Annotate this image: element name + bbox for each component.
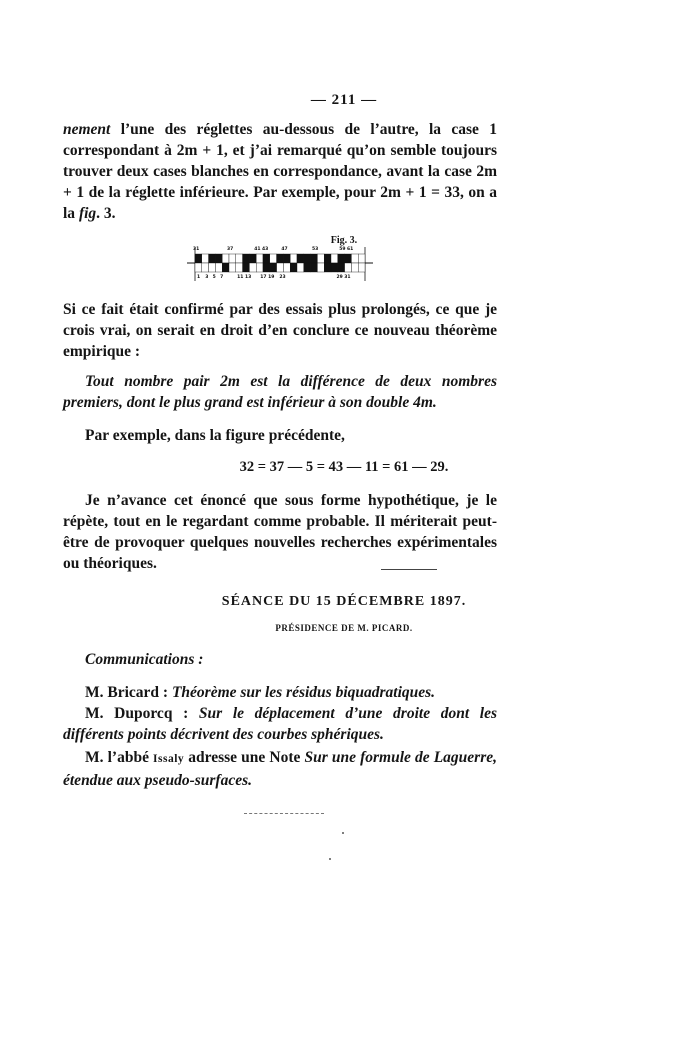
reglette-bottom-cell [338,263,345,272]
top-number-label: 41 43 [254,247,269,252]
reglette-bottom-cell [249,263,256,272]
reglette-bottom-cell [304,263,311,272]
reglette-top-cell [243,254,250,263]
bottom-number-label: 7 [220,275,224,280]
communication-title: Sur le déplacement d’une droite dont les différents points décrivent des courbes sphériques. [63,705,498,743]
reglette-bottom-cell [297,263,304,272]
reglette-top-cell [256,254,263,263]
seance-heading: SÉANCE DU 15 DÉCEMBRE 1897. [221,594,467,609]
reglette-bottom-cell [243,263,250,272]
reglette-bottom-cell [324,263,331,272]
reglette-bottom-cell [236,263,243,272]
bottom-number-label: 23 [279,275,286,280]
ink-speck [329,858,331,860]
communication-author: M. Duporcq : [85,705,199,722]
communication-item-note [63,747,497,791]
reglette-bottom-cell [222,263,229,272]
reglette-top-cell [236,254,243,263]
reglette-bottom-cell [290,263,297,272]
reglette-bottom-cell [256,263,263,272]
lead-word: nement [63,121,111,138]
note-middle: adresse une Note [184,749,305,766]
reglette-top-cell [331,254,338,263]
example-intro: Par exemple, dans la figure précédente, [85,427,345,444]
paragraph-intro-tail: . 3. [96,205,116,222]
communications-label: Communications : [85,651,204,668]
section-divider [381,569,437,570]
communication-item [63,682,497,703]
reglette-bottom-cell [283,263,290,272]
reglette-top-cell [283,254,290,263]
communication-item [63,703,497,745]
reglette-top-cell [229,254,236,263]
top-number-label: 47 [281,247,288,252]
reglette-top-cell [195,254,202,263]
note-prefix: M. l’abbé [85,749,154,766]
reglette-bottom-cell [277,263,284,272]
paragraph-intro-text: l’une des réglettes au-dessous de l’autre, la case 1 correspondant à 2m + 1, et j’ai remarqué qu’on semble toujours trouver deux cases blanches en correspondance, avant la case 2m + 1 de la réglette inférieure. Par exemple, pour 2m + 1 = 33, on a la [63,121,497,222]
reglette-top-cell [263,254,270,263]
paragraph-hypothesis: Si ce fait était confirmé par des essais plus prolongés, ce que je crois vrai, on serait en droit d’en conclure ce nouveau théorème empirique : [63,301,497,360]
reglette-bottom-cell [263,263,270,272]
reglette-bottom-cell [215,263,222,272]
reglette-top-cell [358,254,365,263]
reglette-bottom-cell [317,263,324,272]
paragraph-intro [63,119,497,224]
reglette-bottom-cell [345,263,352,272]
reglette-top-cell [338,254,345,263]
reglette-top-cell [270,254,277,263]
reglette-top-cell [209,254,216,263]
figure-caption: Fig. 3. [330,235,358,246]
theorem-statement: Tout nombre pair 2m est la différence de deux nombres premiers, dont le plus grand est inférieur à son double 4m. [63,373,497,411]
reglette-top-cell [249,254,256,263]
reglette-bottom-cell [358,263,365,272]
presidence-line: PRÉSIDENCE DE M. PICARD. [275,623,413,633]
top-number-label: 37 [227,247,234,252]
top-number-label: 59 61 [339,247,354,252]
end-rule [244,813,324,814]
ink-speck [342,832,344,834]
paragraph-conclusion: Je n’avance cet énoncé que sous forme hypothétique, je le répète, tout en le regardant comme probable. Il mériterait peut-être de provoquer quelques nouvelles recherches expérimentales ou théoriques. [63,492,497,572]
reglette-top-cell [311,254,318,263]
figure-3-reglettes [185,243,375,285]
reglette-top-cell [277,254,284,263]
bottom-number-label: 11 13 [237,275,252,280]
reglette-top-cell [222,254,229,263]
reglette-bottom-cell [270,263,277,272]
top-number-label: 31 [193,247,200,252]
reglette-bottom-cell [195,263,202,272]
bottom-number-label: 17 19 [260,275,275,280]
reglette-bottom-cell [209,263,216,272]
reglette-top-cell [297,254,304,263]
communication-author: M. Bricard : [85,684,172,701]
reglette-bottom-cell [331,263,338,272]
reglette-top-cell [202,254,209,263]
reglette-bottom-cell [229,263,236,272]
bottom-number-label: 1 [197,275,201,280]
reglette-top-cell [324,254,331,263]
reglette-bottom-cell [202,263,209,272]
bottom-number-label: 3 [205,275,209,280]
reglette-bottom-cell [311,263,318,272]
page-number: — 211 — [310,92,378,108]
equation: 32 = 37 — 5 = 43 — 11 = 61 — 29. [239,459,449,475]
top-number-label: 53 [312,247,319,252]
reglette-bottom-cell [351,263,358,272]
reglette-top-cell [351,254,358,263]
note-title: Sur une formule de Laguerre, étendue aux pseudo-surfaces. [63,749,498,789]
reglette-top-cell [290,254,297,263]
bottom-number-label: 29 31 [336,275,351,280]
reglette-top-cell [345,254,352,263]
fig-reference: fig [78,205,97,222]
reglette-top-cell [304,254,311,263]
author-small-caps: Issaly [153,753,185,765]
communication-title: Théorème sur les résidus biquadratiques. [171,684,436,701]
reglette-top-cell [317,254,324,263]
reglette-top-cell [215,254,222,263]
bottom-number-label: 5 [212,275,216,280]
